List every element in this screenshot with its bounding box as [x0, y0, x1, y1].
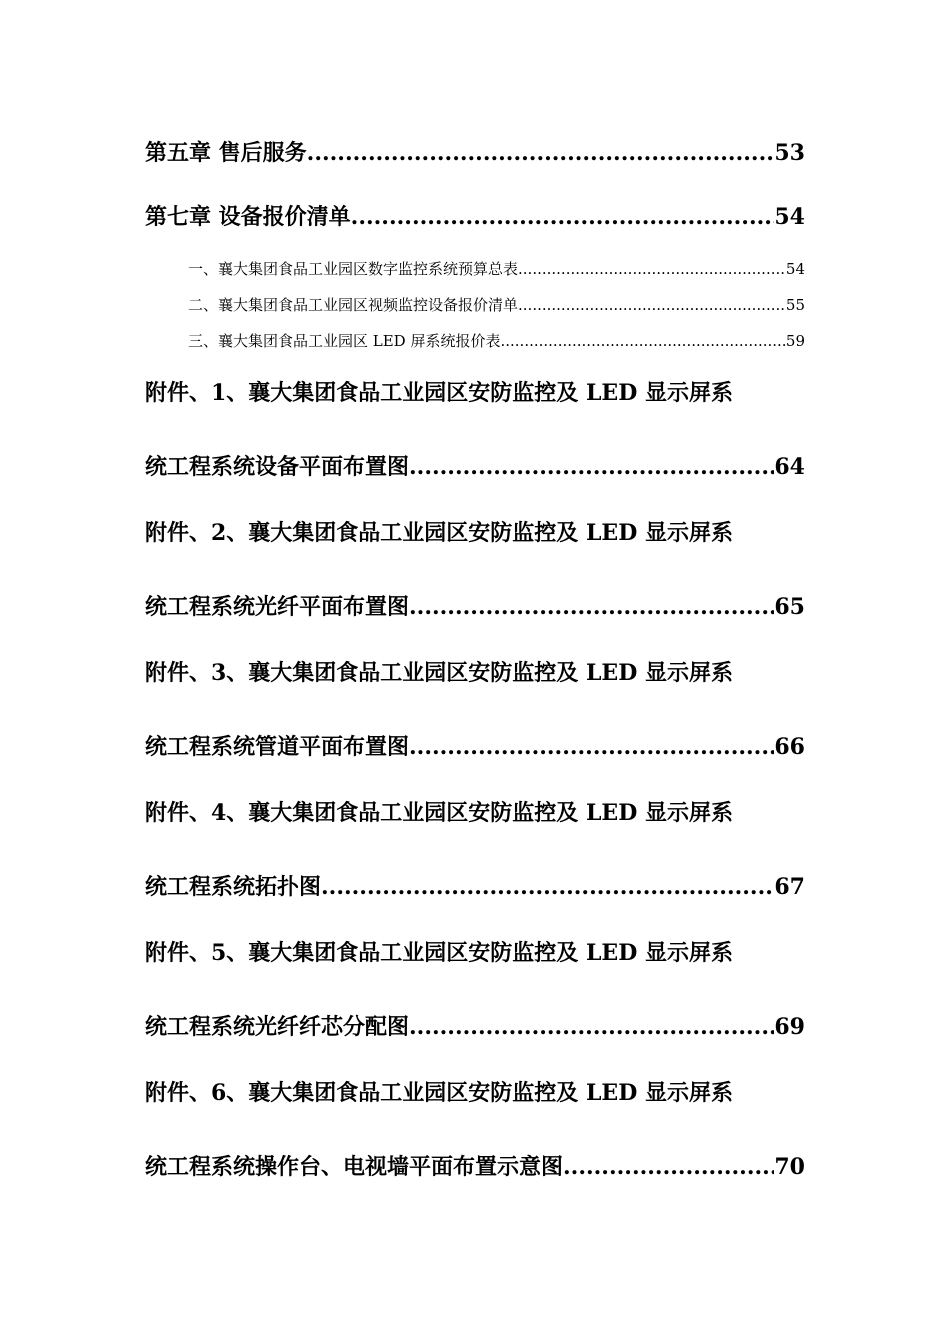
- toc-appendix-6[interactable]: [145, 1150, 805, 1181]
- toc-entry-title: 统工程系统操作台、电视墙平面布置示意图: [145, 1154, 564, 1180]
- toc-subentry-3[interactable]: [188, 330, 805, 351]
- toc-appendix-6-line1[interactable]: 附件、6、襄大集团食品工业园区安防监控及 LED 显示屏系: [145, 1080, 733, 1106]
- dot-leader: [409, 454, 774, 480]
- toc-page-number: 55: [785, 296, 805, 314]
- toc-entry-title: 统工程系统光纤平面布置图: [145, 594, 410, 620]
- toc-page-number: 54: [785, 260, 805, 278]
- toc-entry-title: 统工程系统设备平面布置图: [145, 454, 410, 480]
- dot-leader: [518, 260, 786, 278]
- dot-leader: [409, 594, 774, 620]
- toc-appendix-1-line1[interactable]: 附件、1、襄大集团食品工业园区安防监控及 LED 显示屏系: [145, 380, 733, 406]
- toc-page-number: 53: [774, 140, 805, 166]
- toc-appendix-2[interactable]: [145, 590, 805, 621]
- toc-entry-chapter-5[interactable]: [145, 136, 805, 167]
- toc-page-number: 70: [774, 1154, 805, 1180]
- toc-page-number: 65: [774, 594, 805, 620]
- toc-page-number: 59: [785, 332, 805, 350]
- toc-entry-title: 三、襄大集团食品工业园区 LED 屏系统报价表: [188, 332, 501, 350]
- dot-leader: [563, 1154, 774, 1180]
- dot-leader: [321, 874, 774, 900]
- toc-appendix-2-line1[interactable]: 附件、2、襄大集团食品工业园区安防监控及 LED 显示屏系: [145, 520, 733, 546]
- toc-appendix-5[interactable]: [145, 1010, 805, 1041]
- toc-entry-title: 第七章 设备报价清单: [145, 204, 351, 230]
- toc-page-number: 64: [774, 454, 805, 480]
- toc-entry-title: 一、襄大集团食品工业园区数字监控系统预算总表: [188, 260, 519, 278]
- toc-subentry-1[interactable]: [188, 258, 805, 279]
- toc-entry-title: 二、襄大集团食品工业园区视频监控设备报价清单: [188, 296, 519, 314]
- toc-entry-title: 第五章 售后服务: [145, 140, 307, 166]
- toc-appendix-4-line1[interactable]: 附件、4、襄大集团食品工业园区安防监控及 LED 显示屏系: [145, 800, 733, 826]
- toc-appendix-4[interactable]: [145, 870, 805, 901]
- toc-page-number: 69: [774, 1014, 805, 1040]
- dot-leader: [409, 1014, 774, 1040]
- toc-appendix-3[interactable]: [145, 730, 805, 761]
- toc-appendix-3-line1[interactable]: 附件、3、襄大集团食品工业园区安防监控及 LED 显示屏系: [145, 660, 733, 686]
- toc-page-number: 54: [774, 204, 805, 230]
- toc-entry-title: 统工程系统拓扑图: [145, 874, 322, 900]
- toc-appendix-1[interactable]: [145, 450, 805, 481]
- dot-leader: [518, 296, 786, 314]
- toc-appendix-5-line1[interactable]: 附件、5、襄大集团食品工业园区安防监控及 LED 显示屏系: [145, 940, 733, 966]
- dot-leader: [307, 140, 775, 166]
- toc-page-number: 66: [774, 734, 805, 760]
- toc-subentry-2[interactable]: [188, 294, 805, 315]
- dot-leader: [351, 204, 775, 230]
- toc-entry-chapter-7[interactable]: [145, 200, 805, 231]
- toc-entry-title: 统工程系统管道平面布置图: [145, 734, 410, 760]
- toc-page-number: 67: [774, 874, 805, 900]
- dot-leader: [409, 734, 774, 760]
- toc-entry-title: 统工程系统光纤纤芯分配图: [145, 1014, 410, 1040]
- dot-leader: [500, 332, 785, 350]
